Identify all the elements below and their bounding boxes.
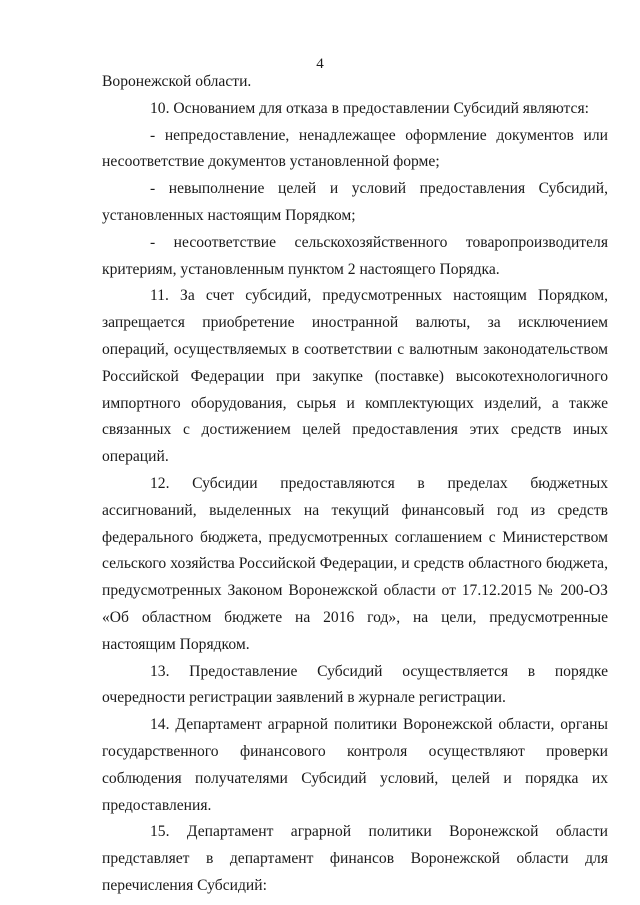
list-item-1: - непредоставление, ненадлежащее оформление документов или несоответствие документов установленной форме;: [102, 126, 608, 171]
paragraph-13: 13. Предоставление Субсидий осуществляется в порядке очередности регистрации заявлений в журнале регистрации.: [102, 662, 608, 707]
paragraph-10: 10. Основанием для отказа в предоставлении Субсидий являются:: [150, 99, 589, 117]
paragraph-12: 12. Субсидии предоставляются в пределах бюджетных ассигнований, выделенных на текущий финансовый год из средств федерального бюджета, предусмотренных соглашением с Министерством сельского хозяйства Российской Федерации, и средств областного бюджета, предусмотренных Законом Воронежской области от 17.12.2015 № 200-ОЗ «Об областном бюджете на 2016 год», на цели, предусмотренные настоящим Порядком.: [102, 474, 608, 653]
list-item-3: - несоответствие сельскохозяйственного товаропроизводителя критериям, установленным пунктом 2 настоящего Порядка.: [102, 233, 608, 278]
paragraph-15: 15. Департамент аграрной политики Воронежской области представляет в департамент финансов Воронежской области для перечисления Субсидий:: [102, 823, 608, 894]
list-item-2: - невыполнение целей и условий предоставления Субсидий, установленных настоящим Порядком;: [102, 180, 608, 224]
paragraph-11: 11. За счет субсидий, предусмотренных настоящим Порядком, запрещается приобретение иностранной валюты, за исключением операций, осуществляемых в соответствии с валютным законодательством Российской Федерации при закупке (поставке) высокотехнологичного импортного оборудования, сырья и комплектующих изделий, а также связанных с достижением целей предоставления этих средств иных операций.: [102, 287, 608, 466]
page-number: 4: [316, 56, 324, 72]
paragraph-14: 14. Департамент аграрной политики Воронежской области, органы государственного финансового контроля осуществляют проверки соблюдения получателями Субсидий условий, целей и порядка их предоставления.: [102, 716, 608, 814]
document-body: [102, 69, 608, 900]
paragraph-continuation: Воронежской области.: [102, 73, 252, 90]
